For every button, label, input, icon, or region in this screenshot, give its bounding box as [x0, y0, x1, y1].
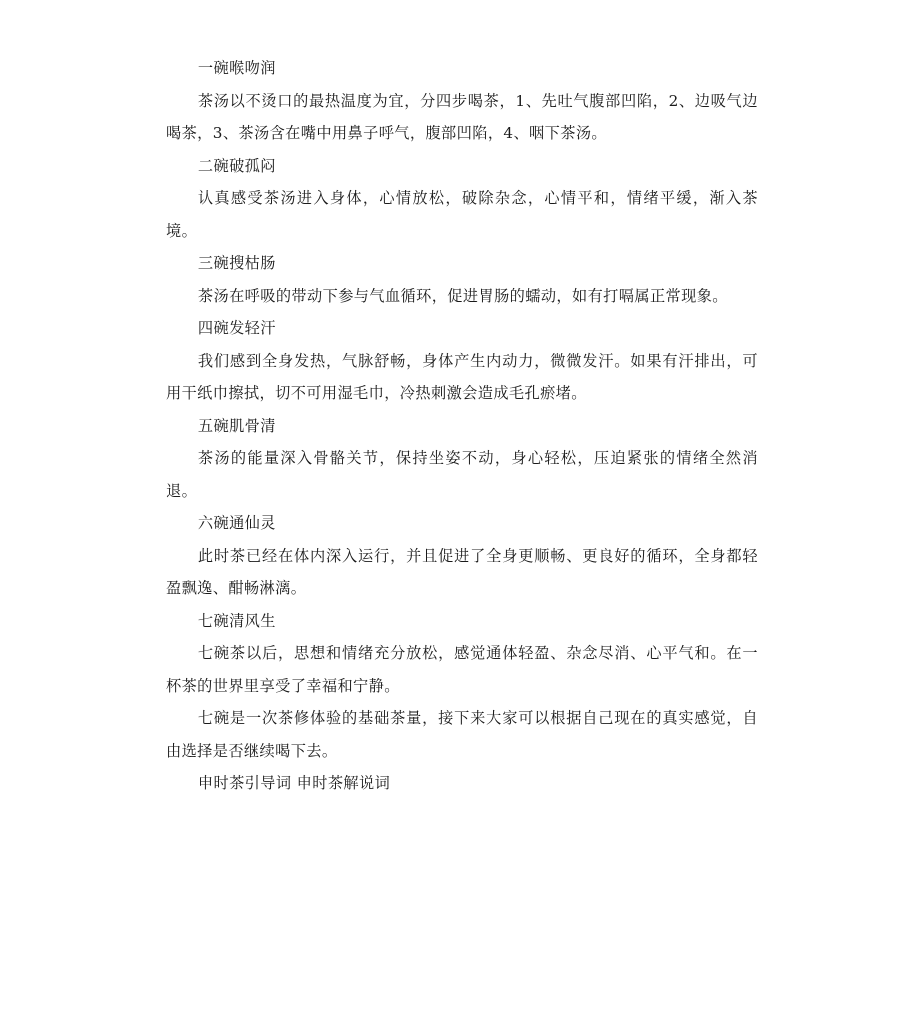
section-heading-6: 六碗通仙灵 [197, 514, 276, 532]
section-paragraph-2: 认真感受茶汤进入身体，心情放松，破除杂念，心情平和，情绪平缓，渐入茶境。 [166, 189, 758, 240]
section-paragraph-6: 此时茶已经在体内深入运行，并且促进了全身更顺畅、更良好的循环，全身都轻盈飘逸、酣畅淋漓。 [166, 546, 758, 597]
document-body [166, 52, 758, 800]
section-heading-7: 七碗清风生 [197, 611, 276, 630]
section-paragraph-3: 茶汤在呼吸的带动下参与气血循环，促进胃肠的蠕动，如有打嗝属正常现象。 [197, 286, 728, 305]
closing-paragraph: 七碗是一次茶修体验的基础茶量，接下来大家可以根据自己现在的真实感觉，自由选择是否继续喝下去。 [166, 709, 758, 760]
section-paragraph-5: 茶汤的能量深入骨骼关节，保持坐姿不动，身心轻松，压迫紧张的情绪全然消退。 [166, 449, 758, 500]
section-heading-5: 五碗肌骨清 [197, 416, 276, 435]
section-heading-4: 四碗发轻汗 [197, 319, 276, 337]
section-paragraph-4: 我们感到全身发热，气脉舒畅，身体产生内动力，微微发汗。如果有汗排出，可用干纸巾擦拭，切不可用湿毛巾，冷热刺激会造成毛孔瘀堵。 [166, 351, 758, 402]
section-paragraph-7: 七碗茶以后，思想和情绪充分放松，感觉通体轻盈、杂念尽消、心平气和。在一杯茶的世界里享受了幸福和宁静。 [166, 644, 758, 695]
section-heading-1: 一碗喉吻润 [197, 59, 276, 77]
section-paragraph-1: 茶汤以不烫口的最热温度为宜，分四步喝茶，1、先吐气腹部凹陷，2、边吸气边喝茶，3、茶汤含在嘴中用鼻子呼气，腹部凹陷，4、咽下茶汤。 [166, 91, 758, 142]
related-titles: 申时茶引导词 申时茶解说词 [197, 774, 391, 792]
section-heading-2: 二碗破孤闷 [197, 156, 276, 175]
section-heading-3: 三碗搜枯肠 [197, 254, 276, 272]
